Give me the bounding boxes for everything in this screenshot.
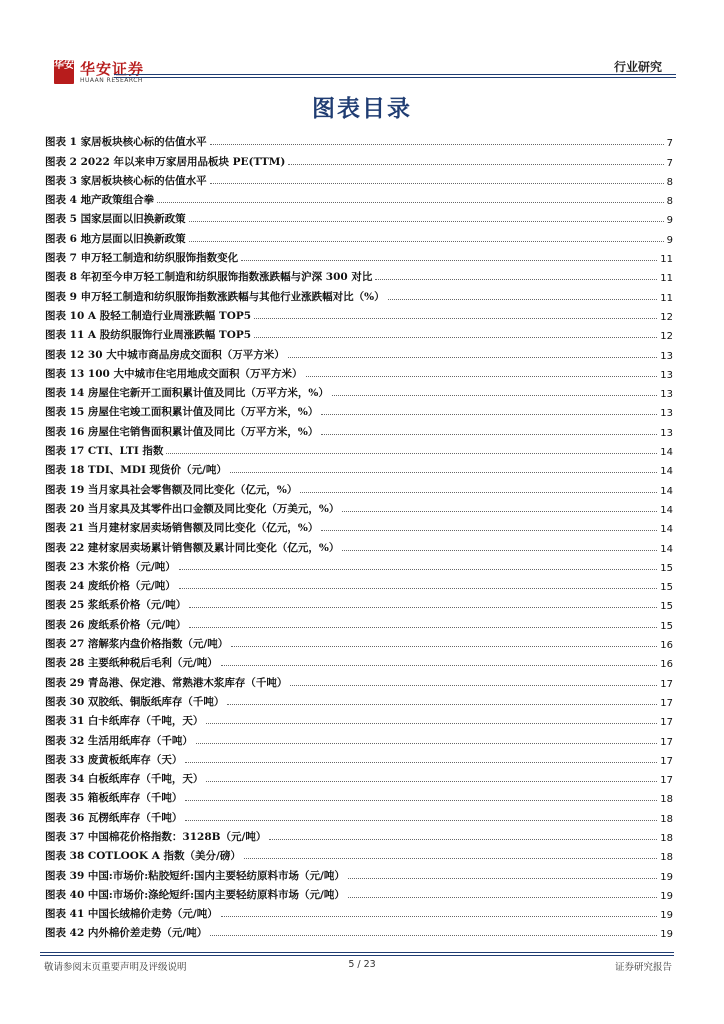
toc-entry-label[interactable]: 图表 18 TDI、MDI 现货价（元/吨） bbox=[45, 464, 227, 477]
toc-entry[interactable] bbox=[45, 362, 673, 381]
toc-leader-dots bbox=[321, 414, 657, 415]
toc-entry-page[interactable]: 12 bbox=[660, 331, 673, 343]
toc-leader-dots bbox=[206, 723, 657, 724]
toc-entry-label[interactable]: 图表 41 中国长绒棉价走势（元/吨） bbox=[45, 908, 218, 921]
toc-leader-dots bbox=[306, 376, 658, 377]
toc-leader-dots bbox=[348, 897, 657, 898]
toc-entry-label[interactable]: 图表 37 中国棉花价格指数：3128B（元/吨） bbox=[45, 830, 267, 843]
toc-entry-label[interactable]: 图表 24 废纸价格（元/吨） bbox=[45, 580, 176, 593]
toc-entry[interactable] bbox=[45, 149, 673, 168]
toc-entry-label[interactable]: 图表 5 国家层面以旧换新政策 bbox=[45, 213, 186, 226]
toc-leader-dots bbox=[189, 241, 664, 242]
toc-entry[interactable] bbox=[45, 419, 673, 438]
toc-entry-label[interactable]: 图表 10 A 股轻工制造行业周涨跌幅 TOP5 bbox=[45, 309, 252, 322]
toc-leader-dots bbox=[348, 878, 657, 879]
toc-entry-page[interactable]: 13 bbox=[660, 369, 673, 381]
toc-entry-label[interactable]: 图表 27 溶解浆内盘价格指数（元/吨） bbox=[45, 638, 229, 651]
toc-entry-page[interactable]: 14 bbox=[660, 447, 673, 459]
toc-entry-page[interactable]: 12 bbox=[660, 311, 673, 323]
toc-leader-dots bbox=[185, 762, 657, 763]
toc-leader-dots bbox=[210, 144, 664, 145]
toc-leader-dots bbox=[206, 781, 657, 782]
toc-entry[interactable] bbox=[45, 207, 673, 226]
section-label: 行业研究 bbox=[613, 60, 662, 74]
toc-entry[interactable] bbox=[45, 130, 673, 149]
toc-entry-label[interactable]: 图表 26 废纸系价格（元/吨） bbox=[45, 618, 187, 631]
toc-entry-page[interactable]: 17 bbox=[660, 775, 673, 787]
toc-entry-label[interactable]: 图表 39 中国:市场价:粘胶短纤:国内主要轻纺原料市场（元/吨） bbox=[45, 869, 345, 882]
toc-entry[interactable] bbox=[45, 690, 673, 709]
toc-entry[interactable] bbox=[45, 535, 673, 554]
toc-entry-label[interactable]: 图表 33 废黄板纸库存（天） bbox=[45, 753, 183, 766]
toc-entry-page[interactable]: 7 bbox=[666, 157, 673, 169]
company-name: 华安证券 bbox=[80, 60, 145, 78]
toc-entry[interactable] bbox=[45, 709, 673, 728]
toc-entry-page[interactable]: 18 bbox=[660, 852, 673, 864]
toc-leader-dots bbox=[321, 434, 657, 435]
toc-leader-dots bbox=[189, 221, 664, 222]
toc-leader-dots bbox=[342, 511, 657, 512]
toc-entry-label[interactable]: 图表 17 CTI、LTI 指数 bbox=[45, 445, 164, 458]
toc-entry-page[interactable]: 18 bbox=[660, 813, 673, 825]
toc-entry-page[interactable]: 13 bbox=[660, 350, 673, 362]
toc-leader-dots bbox=[189, 627, 657, 628]
toc-entry-label[interactable]: 图表 40 中国:市场价:涤纶短纤:国内主要轻纺原料市场（元/吨） bbox=[45, 888, 345, 901]
toc-leader-dots bbox=[221, 665, 658, 666]
toc-entry[interactable] bbox=[45, 497, 673, 516]
toc-entry-label[interactable]: 图表 8 年初至今申万轻工制造和纺织服饰指数涨跌幅与沪深 300 对比 bbox=[45, 271, 373, 284]
toc-entry-page[interactable]: 8 bbox=[666, 196, 673, 208]
toc-leader-dots bbox=[388, 299, 658, 300]
toc-leader-dots bbox=[179, 588, 658, 589]
toc-leader-dots bbox=[241, 260, 657, 261]
toc-entry-label[interactable]: 图表 13 100 大中城市住宅用地成交面积（万平方米） bbox=[45, 367, 303, 380]
toc-entry-page[interactable]: 8 bbox=[666, 176, 673, 188]
toc-entry-label[interactable]: 图表 3 家居板块核心标的估值水平 bbox=[45, 174, 207, 187]
toc-entry-page[interactable]: 9 bbox=[666, 215, 673, 227]
toc-leader-dots bbox=[254, 318, 657, 319]
toc-entry[interactable] bbox=[45, 516, 673, 535]
toc-entry[interactable] bbox=[45, 188, 673, 207]
toc-entry[interactable] bbox=[45, 304, 673, 323]
toc-leader-dots bbox=[196, 743, 657, 744]
toc-leader-dots bbox=[189, 607, 657, 608]
toc-entry-page[interactable]: 17 bbox=[660, 697, 673, 709]
toc-entry[interactable] bbox=[45, 342, 673, 361]
toc-entry[interactable] bbox=[45, 265, 673, 284]
toc-entry-page[interactable]: 15 bbox=[660, 562, 673, 574]
toc-entry-label[interactable]: 图表 9 申万轻工制造和纺织服饰指数涨跌幅与其他行业涨跌幅对比（%） bbox=[45, 290, 385, 303]
toc-entry-page[interactable]: 11 bbox=[660, 273, 673, 285]
company-logo-icon: 华安 bbox=[54, 60, 74, 84]
toc-leader-dots bbox=[227, 704, 657, 705]
toc-entry[interactable] bbox=[45, 825, 673, 844]
toc-entry-page[interactable]: 16 bbox=[660, 659, 673, 671]
toc-entry[interactable] bbox=[45, 921, 673, 940]
footer-disclaimer: 敬请参阅末页重要声明及评级说明 bbox=[44, 962, 187, 973]
toc-entry-label[interactable]: 图表 4 地产政策组合拳 bbox=[45, 194, 155, 207]
toc-entry[interactable] bbox=[45, 805, 673, 824]
toc-entry-label[interactable]: 图表 16 房屋住宅销售面积累计值及同比（万平方米，%） bbox=[45, 425, 319, 438]
toc-entry[interactable] bbox=[45, 883, 673, 902]
toc-entry[interactable] bbox=[45, 651, 673, 670]
toc-entry-label[interactable]: 图表 23 木浆价格（元/吨） bbox=[45, 560, 176, 573]
toc-entry-page[interactable]: 13 bbox=[660, 427, 673, 439]
page-title: 图表目录 bbox=[312, 96, 412, 122]
toc-entry-label[interactable]: 图表 20 当月家具及其零件出口金额及同比变化（万美元，%） bbox=[45, 502, 340, 515]
toc-entry[interactable] bbox=[45, 612, 673, 631]
toc-entry[interactable] bbox=[45, 593, 673, 612]
toc-entry[interactable] bbox=[45, 844, 673, 863]
toc-leader-dots bbox=[166, 453, 657, 454]
toc-leader-dots bbox=[231, 646, 657, 647]
toc-entry[interactable] bbox=[45, 458, 673, 477]
page-number: 5 / 23 bbox=[348, 959, 376, 970]
toc-entry-label[interactable]: 图表 21 当月建材家居卖场销售额及同比变化（亿元，%） bbox=[45, 522, 319, 535]
toc-entry-label[interactable]: 图表 19 当月家具社会零售额及同比变化（亿元，%） bbox=[45, 483, 298, 496]
toc-entry-label[interactable]: 图表 35 箱板纸库存（千吨） bbox=[45, 792, 183, 805]
toc-entry-page[interactable]: 14 bbox=[660, 466, 673, 478]
toc-leader-dots bbox=[221, 916, 658, 917]
toc-entry-page[interactable]: 17 bbox=[660, 717, 673, 729]
toc-leader-dots bbox=[230, 472, 657, 473]
footer-divider bbox=[40, 952, 674, 953]
toc-entry-label[interactable]: 图表 6 地方层面以旧换新政策 bbox=[45, 232, 186, 245]
toc-entry-page[interactable]: 11 bbox=[660, 254, 673, 266]
toc-leader-dots bbox=[300, 492, 657, 493]
toc-entry-page[interactable]: 14 bbox=[660, 485, 673, 497]
toc-entry-page[interactable]: 15 bbox=[660, 582, 673, 594]
toc-entry-page[interactable]: 19 bbox=[660, 871, 673, 883]
toc-entry[interactable] bbox=[45, 786, 673, 805]
toc-leader-dots bbox=[210, 183, 664, 184]
toc-entry-page[interactable]: 16 bbox=[660, 640, 673, 652]
toc-entry[interactable] bbox=[45, 400, 673, 419]
toc-entry[interactable] bbox=[45, 169, 673, 188]
company-subtitle: HUAAN RESEARCH bbox=[80, 77, 143, 84]
toc-entry-label[interactable]: 图表 29 青岛港、保定港、常熟港木浆库存（千吨） bbox=[45, 676, 288, 689]
toc-leader-dots bbox=[185, 820, 657, 821]
toc-entry-label[interactable]: 图表 30 双胶纸、铜版纸库存（千吨） bbox=[45, 695, 225, 708]
toc-entry-label[interactable]: 图表 32 生活用纸库存（千吨） bbox=[45, 734, 193, 747]
toc-leader-dots bbox=[244, 858, 657, 859]
toc-leader-dots bbox=[185, 800, 657, 801]
toc-entry[interactable] bbox=[45, 767, 673, 786]
toc-entry[interactable] bbox=[45, 439, 673, 458]
toc-entry-label[interactable]: 图表 28 主要纸种税后毛利（元/吨） bbox=[45, 657, 218, 670]
toc-leader-dots bbox=[210, 935, 657, 936]
toc-entry-label[interactable]: 图表 7 申万轻工制造和纺织服饰指数变化 bbox=[45, 252, 239, 265]
toc-entry-page[interactable]: 19 bbox=[660, 929, 673, 941]
header-divider bbox=[114, 74, 676, 75]
toc-entry-page[interactable]: 18 bbox=[660, 832, 673, 844]
toc-entry-label[interactable]: 图表 11 A 股纺织服饰行业周涨跌幅 TOP5 bbox=[45, 329, 252, 342]
toc-entry[interactable] bbox=[45, 323, 673, 342]
toc-entry-label[interactable]: 图表 2 2022 年以来申万家居用品板块 PE(TTM) bbox=[45, 155, 286, 168]
toc-entry-label[interactable]: 图表 36 瓦楞纸库存（千吨） bbox=[45, 811, 183, 824]
toc-leader-dots bbox=[332, 395, 657, 396]
toc-entry-page[interactable]: 15 bbox=[660, 620, 673, 632]
toc-entry-page[interactable]: 18 bbox=[660, 794, 673, 806]
toc-entry[interactable] bbox=[45, 728, 673, 747]
toc-entry-label[interactable]: 图表 25 浆纸系价格（元/吨） bbox=[45, 599, 187, 612]
toc-entry-page[interactable]: 14 bbox=[660, 524, 673, 536]
toc-entry-label[interactable]: 图表 38 COTLOOK A 指数（美分/磅） bbox=[45, 850, 241, 863]
footer-divider-thin bbox=[40, 955, 674, 956]
toc-entry-page[interactable]: 7 bbox=[666, 138, 673, 150]
toc-entry[interactable] bbox=[45, 902, 673, 921]
toc-entry-label[interactable]: 图表 31 白卡纸库存（千吨，天） bbox=[45, 715, 204, 728]
toc-entry[interactable] bbox=[45, 632, 673, 651]
toc-entry[interactable] bbox=[45, 477, 673, 496]
toc-leader-dots bbox=[290, 685, 657, 686]
header-divider-thin bbox=[114, 77, 676, 78]
toc-entry[interactable] bbox=[45, 863, 673, 882]
toc-entry-label[interactable]: 图表 15 房屋住宅竣工面积累计值及同比（万平方米，%） bbox=[45, 406, 319, 419]
toc-entry-page[interactable]: 13 bbox=[660, 408, 673, 420]
toc-entry-page[interactable]: 13 bbox=[660, 389, 673, 401]
toc-entry-label[interactable]: 图表 12 30 大中城市商品房成交面积（万平方米） bbox=[45, 348, 285, 361]
toc-entry-label[interactable]: 图表 34 白板纸库存（千吨，天） bbox=[45, 773, 204, 786]
toc-entry-page[interactable]: 14 bbox=[660, 543, 673, 555]
toc-leader-dots bbox=[179, 569, 658, 570]
toc-leader-dots bbox=[342, 550, 657, 551]
toc-leader-dots bbox=[288, 357, 658, 358]
footer-report-type: 证券研究报告 bbox=[614, 962, 672, 973]
toc-entry-page[interactable]: 19 bbox=[660, 890, 673, 902]
toc-entry[interactable] bbox=[45, 226, 673, 245]
page-header bbox=[48, 58, 676, 94]
toc-entry-label[interactable]: 图表 1 家居板块核心标的估值水平 bbox=[45, 136, 207, 149]
toc-entry-page[interactable]: 17 bbox=[660, 678, 673, 690]
toc-leader-dots bbox=[321, 530, 657, 531]
toc-entry-label[interactable]: 图表 42 内外棉价差走势（元/吨） bbox=[45, 927, 208, 940]
toc-entry[interactable] bbox=[45, 555, 673, 574]
toc-leader-dots bbox=[254, 337, 657, 338]
table-of-figures bbox=[45, 130, 673, 940]
toc-leader-dots bbox=[157, 202, 664, 203]
toc-entry-page[interactable]: 14 bbox=[660, 504, 673, 516]
toc-entry-label[interactable]: 图表 22 建材家居卖场累计销售额及累计同比变化（亿元，%） bbox=[45, 541, 340, 554]
toc-entry[interactable] bbox=[45, 670, 673, 689]
toc-leader-dots bbox=[375, 279, 657, 280]
toc-entry-page[interactable]: 9 bbox=[666, 234, 673, 246]
toc-entry[interactable] bbox=[45, 246, 673, 265]
toc-entry-label[interactable]: 图表 14 房屋住宅新开工面积累计值及同比（万平方米，%） bbox=[45, 387, 329, 400]
toc-entry-page[interactable]: 11 bbox=[660, 292, 673, 304]
toc-entry-page[interactable]: 15 bbox=[660, 601, 673, 613]
toc-entry-page[interactable]: 17 bbox=[660, 755, 673, 767]
toc-leader-dots bbox=[269, 839, 657, 840]
toc-entry[interactable] bbox=[45, 574, 673, 593]
toc-entry-page[interactable]: 17 bbox=[660, 736, 673, 748]
toc-entry[interactable] bbox=[45, 381, 673, 400]
toc-entry[interactable] bbox=[45, 284, 673, 303]
toc-entry[interactable] bbox=[45, 748, 673, 767]
toc-entry-page[interactable]: 19 bbox=[660, 910, 673, 922]
toc-leader-dots bbox=[288, 164, 663, 165]
